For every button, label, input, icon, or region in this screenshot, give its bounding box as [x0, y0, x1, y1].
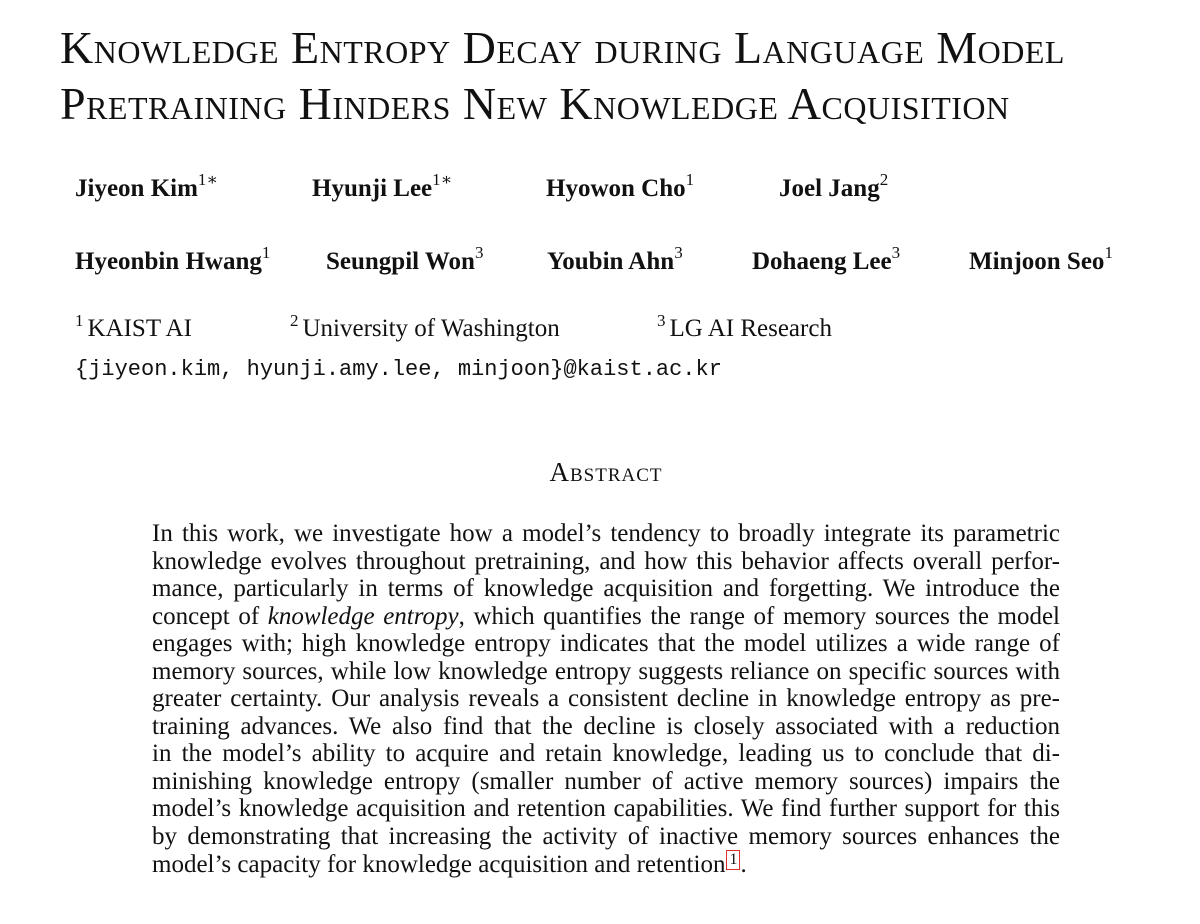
author-email: {jiyeon.kim, hyunji.amy.lee, minjoon}@kaist.ac.kr	[75, 357, 722, 382]
affiliation-lg: $^3$ LG AI Research	[657, 311, 832, 342]
abstract-line-concept: concept of knowledge entropy, which quantifies the range of memory sources the model	[152, 602, 1060, 630]
author-hyowon-cho: Hyowon Cho$^1$	[546, 170, 695, 202]
affiliation-kaist: $^1$ KAIST AI	[75, 311, 192, 342]
abstract-line: by demonstrating that increasing the activity of inactive memory sources enhances the	[152, 822, 1060, 850]
footnote-link[interactable]: 1	[726, 850, 740, 870]
title-line-1: Knowledge Entropy Decay during Language Model	[60, 22, 1065, 73]
author-hyunji-lee: Hyunji Lee$^{1∗}$	[312, 170, 453, 202]
abstract-line: knowledge evolves throughout pretraining, and how this behavior affects overall perfor-	[152, 547, 1060, 575]
abstract-heading: Abstract	[549, 457, 663, 487]
author-seungpil-won: Seungpil Won$^3$	[326, 243, 484, 275]
author-joel-jang: Joel Jang$^2$	[779, 170, 889, 202]
abstract-line: minishing knowledge entropy (smaller number of active memory sources) impairs the	[152, 767, 1060, 795]
paper-title	[60, 20, 1180, 132]
abstract-line: In this work, we investigate how a model’s tendency to broadly integrate its parametric	[152, 520, 1060, 547]
author-dohaeng-lee: Dohaeng Lee$^3$	[752, 243, 901, 275]
abstract-line: memory sources, while low knowledge entropy suggests reliance on specific sources with	[152, 657, 1060, 685]
abstract-body	[152, 520, 1060, 879]
abstract-last-line: model’s capacity for knowledge acquisition and retention 1 .	[152, 851, 747, 878]
abstract-line: model’s knowledge acquisition and retention capabilities. We find further support for this	[152, 795, 1060, 822]
abstract-line: greater certainty. Our analysis reveals a consistent decline in knowledge entropy as pre-	[152, 685, 1060, 712]
abstract-line: engages with; high knowledge entropy indicates that the model utilizes a wide range of	[152, 630, 1060, 657]
affiliation-uw: $^2$ University of Washington	[290, 311, 560, 342]
author-jiyeon-kim: Jiyeon Kim$^{1∗}$	[75, 170, 218, 202]
author-youbin-ahn: Youbin Ahn$^3$	[547, 243, 683, 275]
title-line-2: Pretraining Hinders New Knowledge Acquisition	[60, 78, 1010, 129]
abstract-line: in the model’s ability to acquire and retain knowledge, leading us to conclude that di-	[152, 740, 1060, 767]
author-minjoon-seo: Minjoon Seo$^1$	[969, 243, 1113, 275]
abstract-line: training advances. We also find that the decline is closely associated with a reduction	[152, 712, 1060, 740]
author-hyeonbin-hwang: Hyeonbin Hwang$^1$	[75, 243, 271, 275]
knowledge-entropy-term: knowledge entropy	[267, 602, 459, 630]
abstract-line: mance, particularly in terms of knowledge acquisition and forgetting. We introduce the	[152, 575, 1060, 602]
